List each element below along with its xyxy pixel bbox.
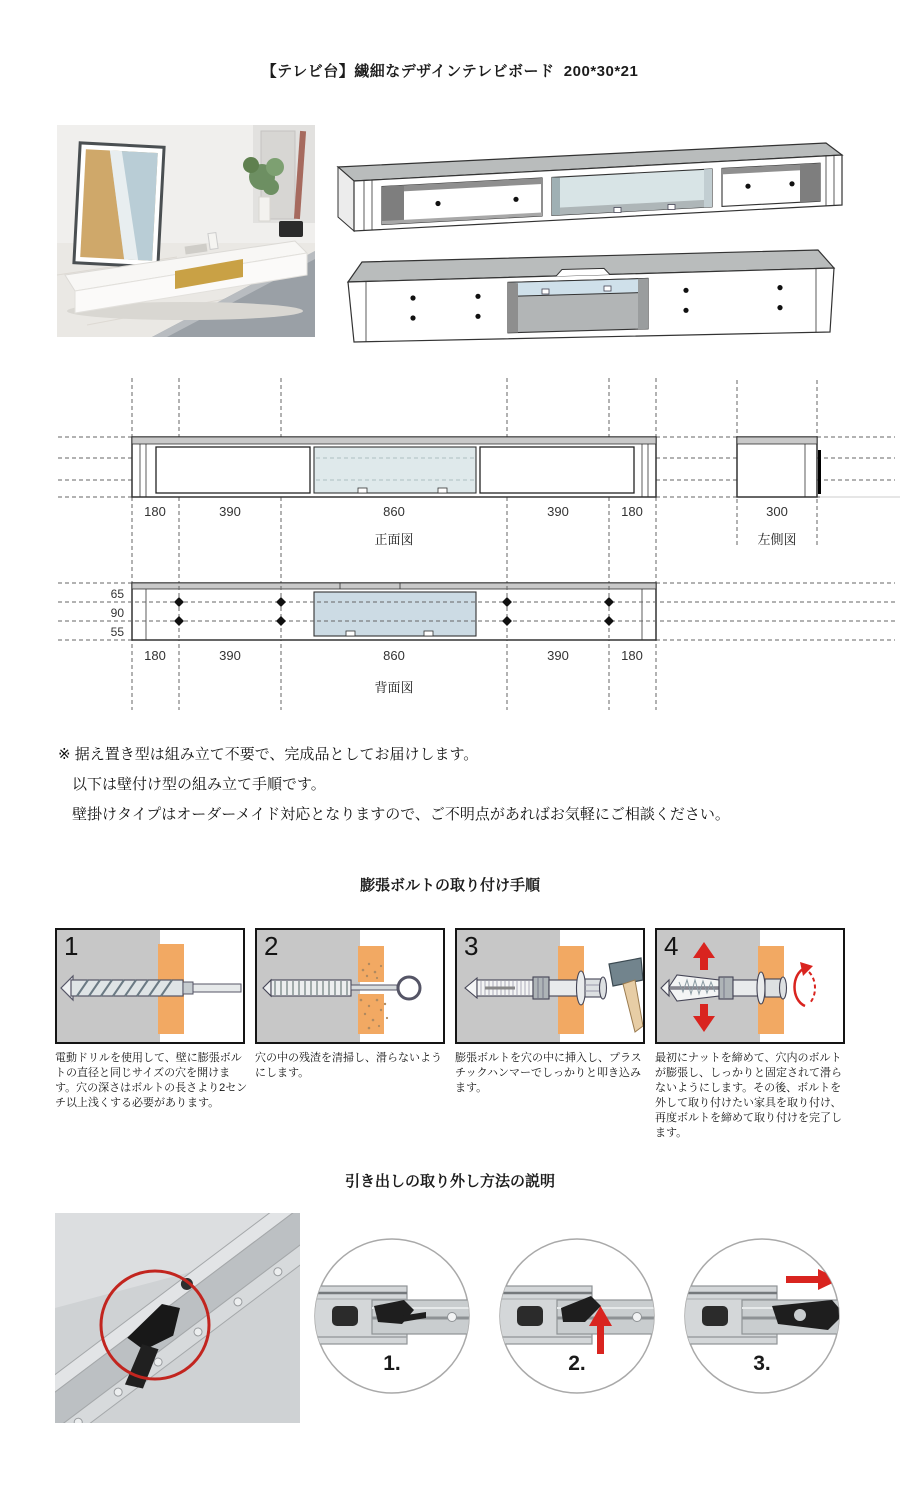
dim-label: 300 [766,504,788,519]
height-label: 65 [110,587,124,601]
drawer-section-heading: 引き出しの取り外し方法の説明 [344,1173,555,1190]
bolt-step-panel-3 [455,928,645,1044]
bolt-step-panel-2 [255,928,445,1044]
height-label: 55 [110,625,124,639]
back-opening [508,278,648,332]
wood-block [358,946,384,982]
back-height-labels [111,587,125,639]
wood-block [158,994,184,1034]
bolt-section-heading: 膨張ボルトの取り付け手順 [359,877,540,894]
iso-view-front [320,133,850,237]
dim-label: 390 [219,504,241,519]
dim-label: 860 [383,648,405,663]
step-caption: 電動ドリルを使用して、壁に膨張ボルトの直径と同じサイズの穴を開けます。穴の深さはボルトの長さより2センチ以上浅くする必要があります。 [55,1052,248,1109]
side-view-drawing [737,437,820,497]
step-number: 4 [664,931,679,961]
front-view-drawing [132,437,656,497]
dim-label: 180 [144,648,166,663]
front-dim-labels [144,504,796,547]
technical-drawing [0,370,900,720]
dim-label: 390 [219,648,241,663]
front-view-label: 正面図 [374,532,414,547]
note-line: ※ 据え置き型は組み立て不要で、完成品としてお届けします。 [58,746,479,763]
note-line: 以下は壁付け型の組み立て手順です。 [72,776,326,793]
step-caption: 最初にナットを締めて、穴内のボルトが膨張し、しっかりと固定されて滑らないようにします。その後、ボルトを外して取り付けたい家具を取り付け、再度ボルトを締めて取り付けを完了します。 [655,1052,842,1139]
bolt-step-2-illustration [257,930,443,1042]
drawer-slide-photo [55,1213,300,1423]
back-view-label: 背面図 [374,680,414,695]
page-title: 【テレビ台】繊細なデザインテレビボード 200*30*21 [261,63,639,80]
opening-left [382,178,542,225]
height-label: 90 [110,606,124,620]
bolt-step-3-illustration [457,930,643,1042]
note-line: 壁掛けタイプはオーダーメイド対応となりますので、ご不明点があればお気軽にご相談ください。 [72,806,730,823]
step-number: 3 [464,931,479,961]
back-view-drawing [132,583,656,640]
back-dim-labels [144,648,643,695]
bolt-step-1-illustration [57,930,243,1042]
drawer-step-number: 1. [383,1352,401,1375]
dark-object [279,221,303,237]
opening-right [722,163,820,206]
wall-art [74,143,164,267]
dim-label: 860 [383,504,405,519]
bolt-step-4-illustration [657,930,843,1042]
iso-view-back [318,246,850,352]
dim-label: 390 [547,648,569,663]
wood-block [158,944,184,984]
step-caption: 膨張ボルトを穴の中に挿入し、プラスチックハンマーでしっかりと叩き込みます。 [455,1052,642,1094]
step-number: 1 [64,931,79,961]
step-caption: 穴の中の残渣を清掃し、滑らないようにします。 [255,1052,442,1079]
bolt-step-panel-4 [655,928,845,1044]
drawer-step-number: 2. [568,1352,586,1375]
dim-label: 180 [144,504,166,519]
dim-label: 180 [621,648,643,663]
side-view-label: 左側図 [757,532,797,547]
drawer-step-number: 3. [753,1352,771,1375]
step-number: 2 [264,931,279,961]
bolt-step-panel-1 [55,928,245,1044]
dim-label: 180 [621,504,643,519]
dim-label: 390 [547,504,569,519]
product-photo [57,125,315,337]
opening-center-glass [552,169,712,216]
